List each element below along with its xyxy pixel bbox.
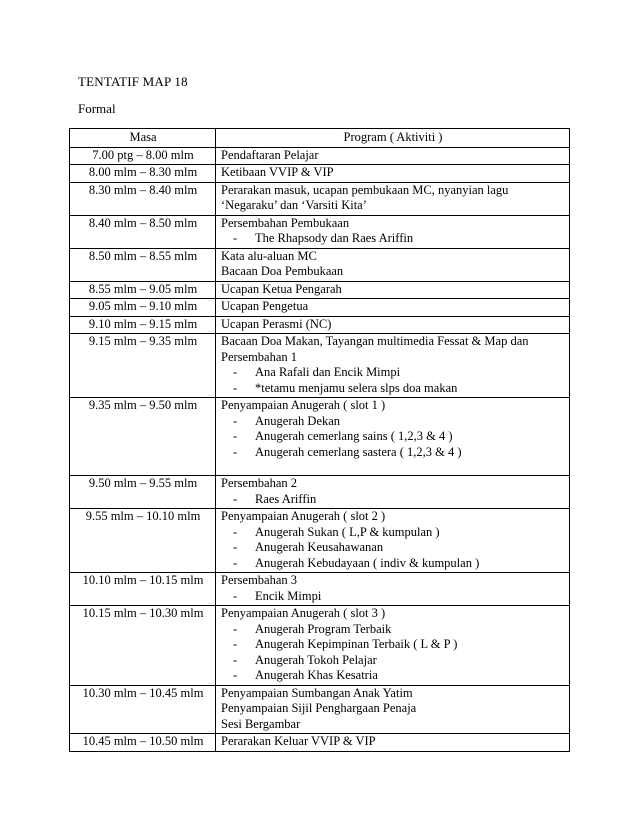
bullet-dash-icon: - [233,365,238,379]
program-sub-item [221,637,565,653]
blank-spacer [221,460,565,474]
bullet-dash-icon: - [233,668,238,682]
program-sub-item [221,414,565,430]
sub-item-text: Ana Rafali dan Encik Mimpi [255,365,401,379]
page-title: TENTATIF MAP 18 [78,74,188,89]
sub-item-text: Anugerah cemerlang sastera ( 1,2,3 & 4 ) [255,444,462,459]
program-line: Perarakan masuk, ucapan pembukaan MC, nyanyian lagu [221,182,509,197]
table-row [70,215,570,248]
program-cell [216,248,570,281]
program-sub-item [221,525,565,541]
program-cell [216,685,570,734]
table-row [70,573,570,606]
time-cell: 10.45 mlm – 10.50 mlm [70,734,216,752]
program-line: Persembahan 2 [221,476,298,490]
time-cell: 9.50 mlm – 9.55 mlm [70,476,216,509]
sub-item-text: Raes Ariffin [255,491,317,506]
sub-item-text: Anugerah Keusahawanan [255,540,384,554]
program-line: Penyampaian Sumbangan Anak Yatim [221,685,413,700]
time-cell: 10.15 mlm – 10.30 mlm [70,606,216,686]
program-line: Penyampaian Anugerah ( slot 1 ) [221,398,386,412]
bullet-dash-icon: - [233,588,238,603]
program-cell [216,165,570,183]
sub-item-text: Anugerah Tokoh Pelajar [255,652,377,667]
program-line: ‘Negaraku’ dan ‘Varsiti Kita’ [221,198,367,212]
program-line: Penyampaian Anugerah ( slot 2 ) [221,509,386,523]
table-row [70,248,570,281]
program-cell [216,299,570,317]
table-row [70,334,570,398]
program-sub-item [221,381,565,397]
program-cell [216,734,570,752]
schedule-table [69,128,570,752]
program-sub-item [221,445,565,461]
program-line: Bacaan Doa Makan, Tayangan multimedia Fessat & Map dan [221,334,529,348]
bullet-dash-icon: - [233,555,238,570]
program-sub-item [221,653,565,669]
table-row [70,476,570,509]
program-line: Ucapan Pengetua [221,299,309,313]
program-cell [216,334,570,398]
program-line: Ketibaan VVIP & VIP [221,165,334,179]
program-sub-item [221,589,565,605]
table-row [70,299,570,317]
program-line: Perarakan Keluar VVIP & VIP [221,734,376,748]
bullet-dash-icon: - [233,429,238,443]
bullet-dash-icon: - [233,444,238,459]
time-cell: 8.55 mlm – 9.05 mlm [70,281,216,299]
program-line: Kata alu-aluan MC [221,248,317,263]
sub-item-text: Anugerah Program Terbaik [255,621,392,636]
bullet-dash-icon: - [233,231,238,245]
time-cell: 8.40 mlm – 8.50 mlm [70,215,216,248]
program-line: Persembahan Pembukaan [221,215,350,230]
time-cell: 9.55 mlm – 10.10 mlm [70,509,216,573]
bullet-dash-icon: - [233,413,238,428]
time-cell: 8.00 mlm – 8.30 mlm [70,165,216,183]
time-cell: 8.50 mlm – 8.55 mlm [70,248,216,281]
program-cell [216,147,570,165]
program-sub-item [221,365,565,381]
table-row [70,281,570,299]
table-row [70,182,570,215]
bullet-dash-icon: - [233,491,238,506]
program-cell [216,509,570,573]
program-line: Bacaan Doa Pembukaan [221,264,344,278]
sub-item-text: *tetamu menjamu selera slps doa makan [255,380,458,395]
program-line: Penyampaian Anugerah ( slot 3 ) [221,606,386,620]
program-cell [216,476,570,509]
sub-item-text: Anugerah Sukan ( L,P & kumpulan ) [255,524,440,539]
table-row [70,147,570,165]
table-row [70,734,570,752]
program-cell [216,573,570,606]
program-sub-item [221,622,565,638]
bullet-dash-icon: - [233,637,238,651]
bullet-dash-icon: - [233,524,238,539]
bullet-dash-icon: - [233,540,238,554]
time-cell: 10.30 mlm – 10.45 mlm [70,685,216,734]
bullet-dash-icon: - [233,652,238,667]
program-line: Sesi Bergambar [221,716,301,731]
bullet-dash-icon: - [233,380,238,395]
table-row [70,398,570,476]
time-cell: 7.00 ptg – 8.00 mlm [70,147,216,165]
time-cell: 9.05 mlm – 9.10 mlm [70,299,216,317]
program-cell [216,316,570,334]
program-sub-item [221,668,565,684]
program-line: Persembahan 3 [221,573,298,587]
table-row [70,685,570,734]
sub-item-text: Encik Mimpi [255,588,322,603]
program-line: Penyampaian Sijil Penghargaan Penaja [221,701,417,715]
table-header-row [70,129,570,148]
program-cell [216,398,570,476]
sub-item-text: The Rhapsody dan Raes Ariffin [255,231,414,245]
program-sub-item [221,231,565,247]
section-subtitle: Formal [78,101,116,116]
program-line: Ucapan Perasmi (NC) [221,316,332,331]
table-row [70,316,570,334]
sub-item-text: Anugerah Dekan [255,413,341,428]
time-cell: 9.35 mlm – 9.50 mlm [70,398,216,476]
header-program: Program ( Aktiviti ) [216,129,570,148]
program-line: Pendaftaran Pelajar [221,147,319,162]
program-sub-item [221,540,565,556]
time-cell: 10.10 mlm – 10.15 mlm [70,573,216,606]
sub-item-text: Anugerah Kebudayaan ( indiv & kumpulan ) [255,555,480,570]
table-row [70,165,570,183]
schedule-body [70,147,570,751]
program-cell [216,215,570,248]
program-cell [216,182,570,215]
table-row [70,606,570,686]
program-sub-item [221,429,565,445]
program-sub-item [221,492,565,508]
table-row [70,509,570,573]
program-cell [216,281,570,299]
sub-item-text: Anugerah cemerlang sains ( 1,2,3 & 4 ) [255,429,453,443]
program-sub-item [221,556,565,572]
sub-item-text: Anugerah Kepimpinan Terbaik ( L & P ) [255,637,458,651]
sub-item-text: Anugerah Khas Kesatria [255,668,378,682]
program-line: Persembahan 1 [221,349,298,364]
header-time: Masa [70,129,216,148]
bullet-dash-icon: - [233,621,238,636]
time-cell: 9.15 mlm – 9.35 mlm [70,334,216,398]
program-cell [216,606,570,686]
time-cell: 8.30 mlm – 8.40 mlm [70,182,216,215]
time-cell: 9.10 mlm – 9.15 mlm [70,316,216,334]
program-line: Ucapan Ketua Pengarah [221,281,342,296]
